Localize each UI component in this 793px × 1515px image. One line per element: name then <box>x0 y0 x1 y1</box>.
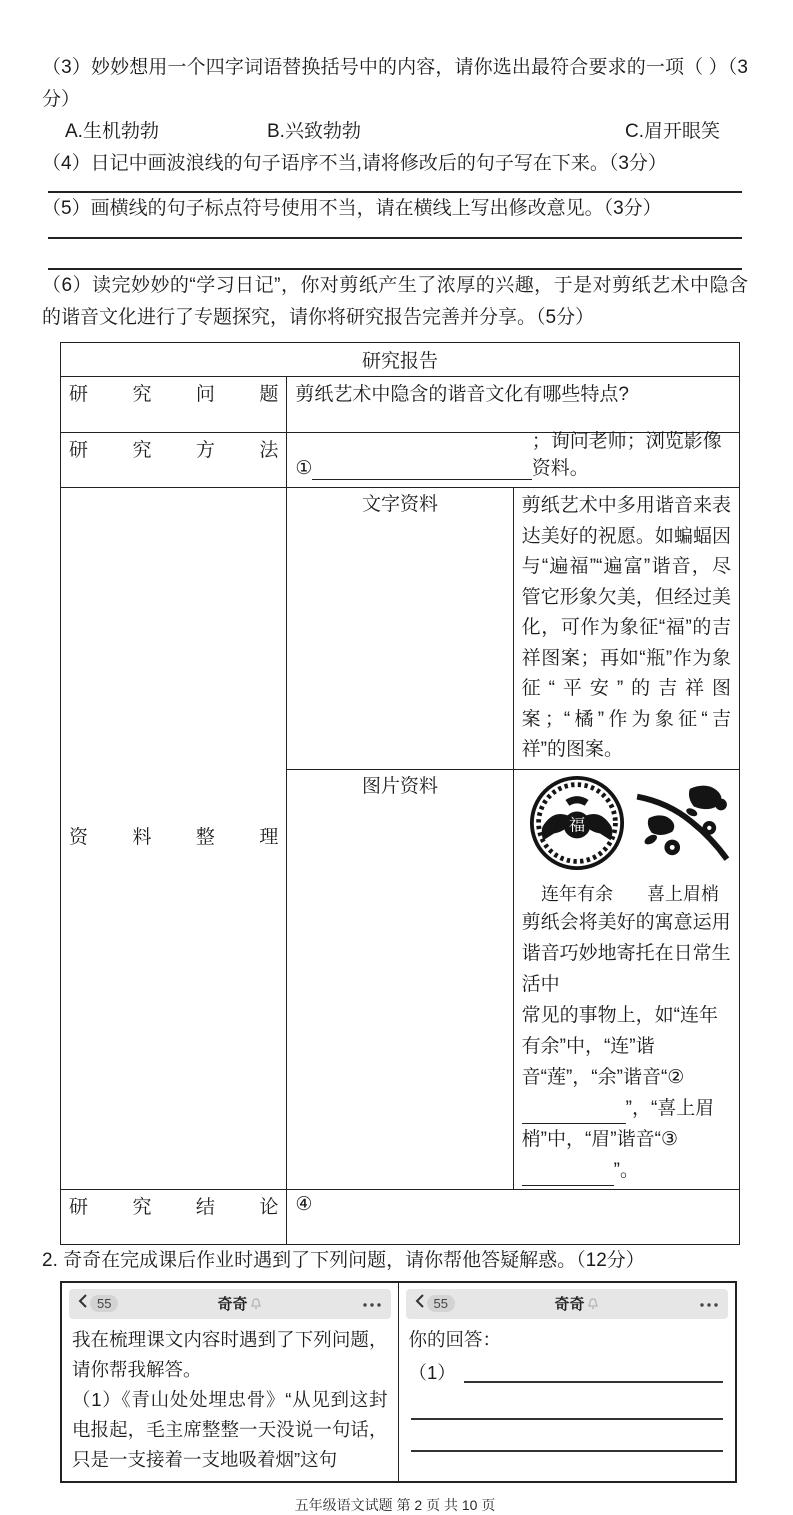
answer-item-number: （1） <box>408 1361 456 1383</box>
image-material-label: 图片资料 <box>287 769 513 1189</box>
chat-header-left <box>69 1289 391 1319</box>
papercut-images <box>529 775 731 907</box>
chat-title: 奇奇 <box>554 1296 585 1313</box>
papercut-caption-1: 连年有余 <box>541 883 613 904</box>
question-4-text: （4）日记中画波浪线的句子语序不当,请将修改后的句子写在下来。（3分） <box>42 153 667 174</box>
question-2-text: 2. 奇奇在完成课后作业时遇到了下列问题，请你帮他答疑解惑。（12分） <box>42 1249 645 1271</box>
chat-title: 奇奇 <box>217 1296 248 1313</box>
unread-count-badge[interactable]: 55 <box>90 1295 118 1312</box>
report-row-method-label: 研究方法 <box>61 433 287 488</box>
papercut-caption-2: 喜上眉梢 <box>647 883 719 904</box>
more-menu-icon[interactable] <box>699 1295 719 1313</box>
image-material-text-2a: 常见的事物上，如“连年有余”中，“连”谐音“莲”，“余”谐音“② <box>521 1004 718 1088</box>
chat-left-body <box>62 1323 398 1481</box>
chat-panel-right <box>399 1283 736 1481</box>
report-row-method-content <box>287 433 740 488</box>
answer-blank-2[interactable] <box>411 1418 724 1420</box>
question-6-text: （6）读完妙妙的“学习日记”，你对剪纸产生了浓厚的兴趣，于是对剪纸艺术中隐含的谐音文化进行了专题探究，请你将研究报告完善并分享。（5分） <box>42 275 748 328</box>
chat-panel-left <box>62 1283 399 1481</box>
report-title: 研究报告 <box>61 343 740 377</box>
muted-bell-icon <box>250 1298 262 1310</box>
answer-line-q5-1[interactable] <box>48 237 742 239</box>
research-question-text: 剪纸艺术中隐含的谐音文化有哪些特点? <box>295 384 629 405</box>
method-blank-number: ① <box>295 458 313 479</box>
chat-header-right <box>406 1289 729 1319</box>
report-row-question-content <box>287 377 740 433</box>
muted-bell-icon <box>587 1298 599 1310</box>
back-chevron-icon[interactable] <box>415 1294 424 1313</box>
option-b[interactable]: B.兴致勃勃 <box>267 121 361 142</box>
conclusion-blank-number: ④ <box>295 1193 313 1215</box>
back-chevron-icon[interactable] <box>78 1294 87 1313</box>
research-report-table <box>60 342 740 1245</box>
report-row-question-label: 研究问题 <box>61 377 287 433</box>
chat-right-body <box>399 1323 736 1458</box>
option-c[interactable]: C.眉开眼笑 <box>625 121 721 142</box>
text-material-content: 剪纸艺术中多用谐音来表达美好的祝愿。如蝙蝠因与“遍福”“遍富”谐音，尽管它形象欠美，但经过美化，可作为象征“福”的吉祥图案；再如“瓶”作为象征“平安”的吉祥图案；“橘”作为象征“吉祥”的图案。 <box>513 488 739 770</box>
report-row-materials-label: 资料整理 <box>61 488 287 1190</box>
question-3-options <box>42 116 748 148</box>
chat-message-2: （1）《青山处处埋忠骨》“从见到这封电报起，毛主席整整一天没说一句话，只是一支接着一支地吸着烟”这句 <box>72 1388 388 1470</box>
report-row-conclusion-label: 研究结论 <box>61 1189 287 1244</box>
image-material-text-2b: ”，“喜上眉梢”中，“眉”谐音“③ <box>521 1097 715 1150</box>
image-material-text-2c: ”。 <box>613 1159 639 1181</box>
chat-message-1: 我在梳理课文内容时遇到了下列问题，请你帮我解答。 <box>72 1328 388 1380</box>
text-material-label: 文字资料 <box>287 488 513 770</box>
method-fill-in-blank[interactable] <box>312 455 531 480</box>
question-3-text: （3）妙妙想用一个四字词语替换括号中的内容，请你选出最符合要求的一项（ ）（3分） <box>42 57 748 110</box>
papercut-fish-circle-image <box>529 775 625 881</box>
page-footer: 五年级语文试题 第 2 页 共 10 页 <box>294 1496 496 1513</box>
method-suffix-text: ；询问老师；浏览影像资料。 <box>531 431 722 479</box>
report-row-conclusion-content <box>287 1189 740 1244</box>
image-material-content <box>513 769 739 1189</box>
image-fill-in-blank-2[interactable] <box>522 1099 626 1124</box>
unread-count-badge[interactable]: 55 <box>427 1295 455 1312</box>
answer-label: 你的回答： <box>408 1328 502 1350</box>
image-material-text-1: 剪纸会将美好的寓意运用谐音巧妙地寄托在日常生活中 <box>521 911 731 995</box>
answer-blank-3[interactable] <box>411 1450 724 1452</box>
chat-panels <box>60 1281 737 1483</box>
answer-blank-1[interactable] <box>464 1358 723 1383</box>
papercut-magpie-image <box>633 783 731 873</box>
svg-text:福: 福 <box>568 816 586 835</box>
question-5-text: （5）画横线的句子标点符号使用不当，请在横线上写出修改意见。（3分） <box>42 198 662 219</box>
image-fill-in-blank-3[interactable] <box>522 1161 614 1186</box>
more-menu-icon[interactable] <box>362 1295 382 1313</box>
option-a[interactable]: A.生机勃勃 <box>65 121 159 142</box>
